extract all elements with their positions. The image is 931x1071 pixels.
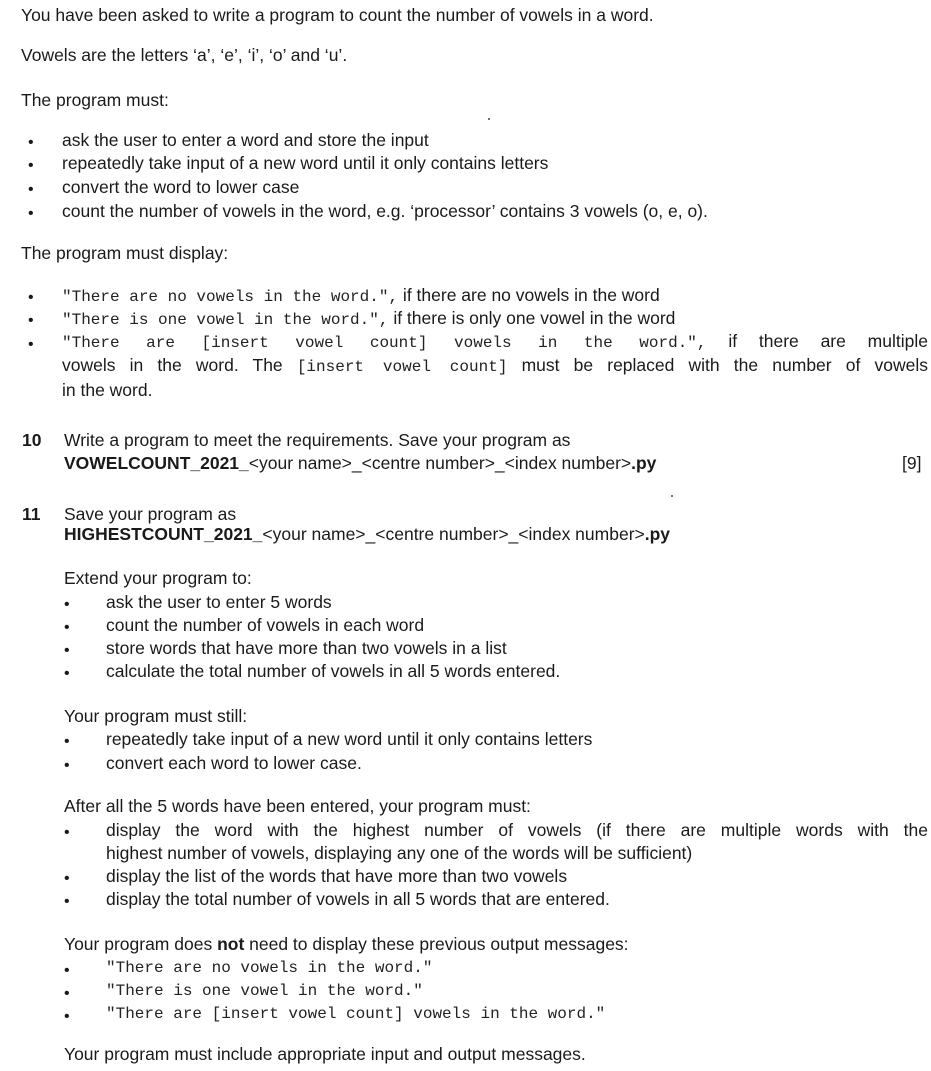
bullet: • (64, 824, 70, 841)
bullet: • (64, 596, 70, 613)
still-item: convert each word to lower case. (106, 753, 362, 773)
display-item (62, 285, 660, 307)
question-number-10: 10 (22, 430, 42, 450)
display-item-multi-line1 (62, 331, 928, 353)
still-item: repeatedly take input of a new word until it only contains letters (106, 729, 593, 749)
bullet: • (64, 962, 70, 979)
extend-item: count the number of vowels in each word (106, 615, 425, 635)
must-item: count the number of vowels in the word, e.g. ‘processor’ contains 3 vowels (o, e, o). (62, 201, 708, 221)
display-item-text: must be replaced with the number of vowels (507, 355, 928, 375)
bullet: • (64, 642, 70, 659)
previous-message-code: "There is one vowel in the word." (106, 982, 423, 1000)
after-item: display the list of the words that have more than two vowels (106, 866, 568, 886)
placeholder-code: [insert vowel count] (296, 358, 508, 376)
filename-extension: .py (631, 453, 657, 473)
output-message-code: "There is one vowel in the word.", (62, 311, 389, 329)
must-heading: The program must: (21, 90, 169, 110)
extend-item: ask the user to enter 5 words (106, 592, 332, 612)
must-item: convert the word to lower case (62, 177, 300, 197)
bullet: • (64, 757, 70, 774)
after-item-line2: highest number of vowels, displaying any one of the words will be sufficient) (106, 843, 693, 863)
filename-extension: .py (644, 524, 671, 544)
question-number-11: 11 (22, 504, 41, 524)
bullet: • (64, 893, 70, 910)
output-message-code: "There are no vowels in the word.", (62, 288, 399, 306)
scan-speck (671, 495, 673, 497)
bullet: • (28, 157, 34, 174)
not-heading-emphasis: not (217, 934, 245, 954)
not-heading-pre: Your program does (64, 934, 218, 954)
filename-placeholder: <your name>_<centre number>_<index number> (248, 453, 632, 473)
bullet: • (64, 1008, 70, 1025)
extend-heading: Extend your program to: (64, 568, 252, 588)
not-heading-post: need to display these previous output messages: (244, 934, 629, 954)
must-item: repeatedly take input of a new word until it only contains letters (62, 153, 549, 173)
bullet: • (64, 733, 70, 750)
filename-prefix: VOWELCOUNT_2021_ (64, 453, 249, 473)
display-item-text: if there is only one vowel in the word (388, 308, 676, 328)
bullet: • (28, 336, 34, 353)
intro-task: You have been asked to write a program to count the number of vowels in a word. (21, 5, 654, 25)
extend-item: calculate the total number of vowels in all 5 words entered. (106, 661, 561, 681)
extend-item: store words that have more than two vowels in a list (106, 638, 507, 658)
bullet: • (28, 134, 34, 151)
display-item-text: if there are no vowels in the word (398, 285, 660, 305)
q11-text: Save your program as (64, 504, 237, 524)
display-item (62, 308, 675, 330)
q10-filename (64, 453, 656, 474)
bullet: • (28, 312, 34, 329)
must-item: ask the user to enter a word and store the input (62, 130, 429, 150)
display-item-text: if there are multiple (706, 331, 928, 351)
final-requirement: Your program must include appropriate input and output messages. (64, 1044, 586, 1064)
display-item-multi-line3: in the word. (62, 380, 153, 400)
bullet: • (64, 619, 70, 636)
bullet: • (28, 205, 34, 222)
q11-filename (64, 524, 670, 545)
q10-marks: [9] (902, 453, 922, 473)
filename-placeholder: <your name>_<centre number>_<index number> (262, 524, 645, 544)
bullet: • (64, 870, 70, 887)
still-heading: Your program must still: (64, 706, 248, 726)
output-message-code: "There are [insert vowel count] vowels in the word.", (62, 334, 707, 352)
bullet: • (64, 985, 70, 1002)
filename-prefix: HIGHESTCOUNT_2021_ (64, 524, 263, 544)
display-item-text: vowels in the word. The (62, 355, 297, 375)
q10-text: Write a program to meet the requirements. Save your program as (64, 430, 571, 450)
after-item: display the total number of vowels in all 5 words that are entered. (106, 889, 610, 909)
not-heading (64, 934, 629, 955)
after-item-line1: display the word with the highest number of vowels (if there are multiple words with the (106, 820, 928, 840)
previous-message-code: "There are [insert vowel count] vowels in the word." (106, 1005, 606, 1023)
display-item-multi-line2 (62, 355, 928, 377)
display-heading: The program must display: (21, 243, 229, 263)
previous-message-code: "There are no vowels in the word." (106, 959, 433, 977)
bullet: • (64, 665, 70, 682)
scan-speck (488, 118, 490, 120)
after-heading: After all the 5 words have been entered, your program must: (64, 796, 531, 816)
intro-vowels: Vowels are the letters ‘a’, ‘e’, ‘i’, ‘o’ and ‘u’. (21, 45, 348, 65)
bullet: • (28, 289, 34, 306)
bullet: • (28, 181, 34, 198)
